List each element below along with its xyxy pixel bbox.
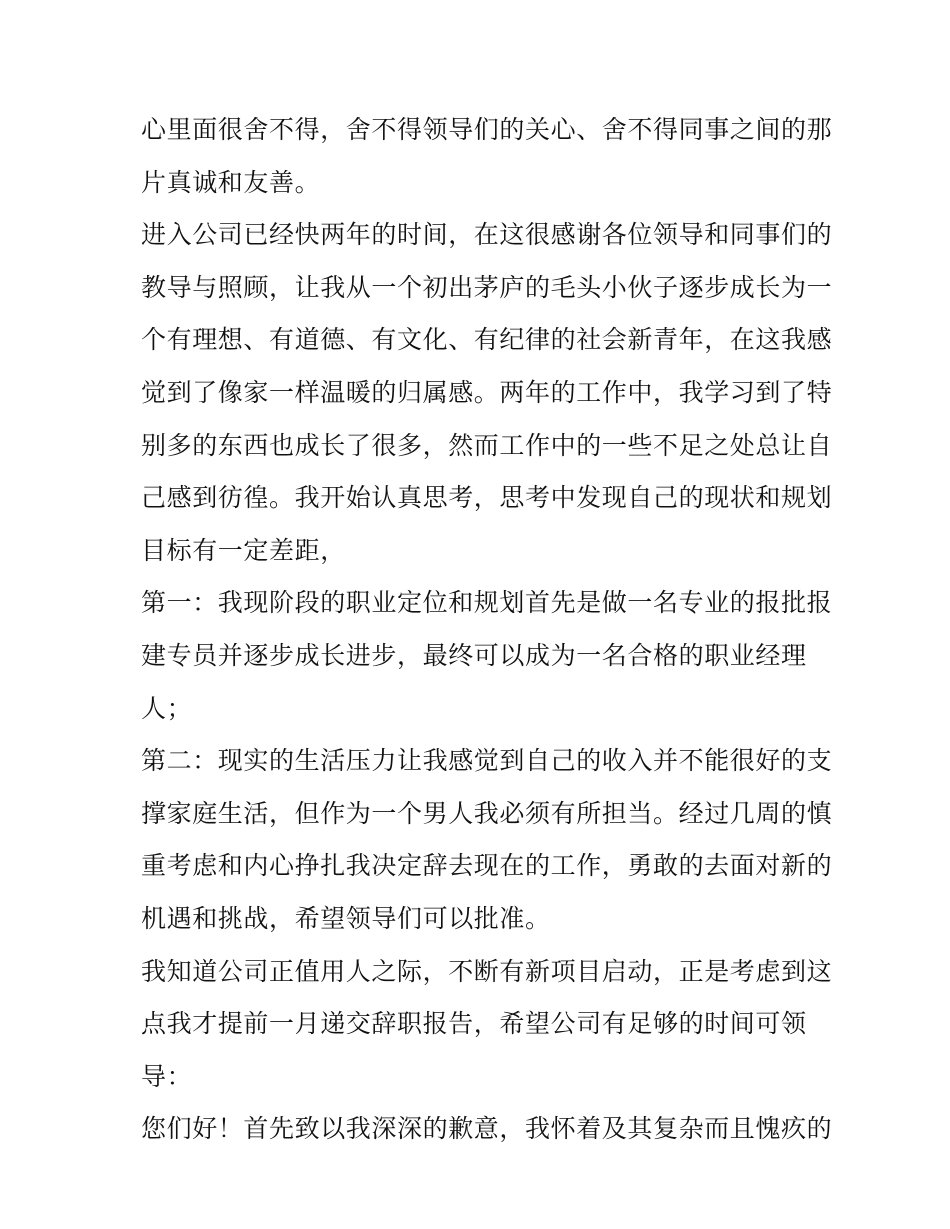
text-line: 人；: [141, 693, 193, 723]
text-line: 第二：现实的生活压力让我感觉到自己的收入并不能很好的支: [141, 746, 833, 776]
text-line: 重考虑和内心挣扎我决定辞去现在的工作，勇敢的去面对新的: [141, 851, 833, 881]
document-body: [141, 104, 833, 1156]
text-line: 个有理想、有道德、有文化、有纪律的社会新青年，在这我感: [141, 325, 833, 355]
text-line: 目标有一定差距，: [141, 535, 346, 565]
text-line: 建专员并逐步成长进步，最终可以成为一名合格的职业经理: [141, 640, 807, 670]
text-line: 进入公司已经快两年的时间，在这很感谢各位领导和同事们的: [141, 220, 833, 250]
text-line: 片真诚和友善。: [141, 167, 321, 197]
text-line: 我知道公司正值用人之际，不断有新项目启动，正是考虑到这: [141, 956, 833, 986]
text-line: 您们好！首先致以我深深的歉意，我怀着及其复杂而且愧疚的: [141, 1114, 833, 1144]
text-line: 导：: [141, 1061, 193, 1091]
text-line: 己感到彷徨。我开始认真思考，思考中发现自己的现状和规划: [141, 483, 833, 513]
text-line: 别多的东西也成长了很多，然而工作中的一些不足之处总让自: [141, 430, 833, 460]
text-line: 点我才提前一月递交辞职报告，希望公司有足够的时间可领: [141, 1009, 807, 1039]
text-line: 第一：我现阶段的职业定位和规划首先是做一名专业的报批报: [141, 588, 833, 618]
text-line: 心里面很舍不得，舍不得领导们的关心、舍不得同事之间的那: [141, 115, 833, 144]
text-line: 觉到了像家一样温暖的归属感。两年的工作中，我学习到了特: [141, 377, 833, 407]
text-line: 机遇和挑战，希望领导们可以批准。: [141, 903, 551, 933]
text-line: 撑家庭生活，但作为一个男人我必须有所担当。经过几周的慎: [141, 798, 833, 828]
text-line: 教导与照顾，让我从一个初出茅庐的毛头小伙子逐步成长为一: [141, 272, 833, 302]
